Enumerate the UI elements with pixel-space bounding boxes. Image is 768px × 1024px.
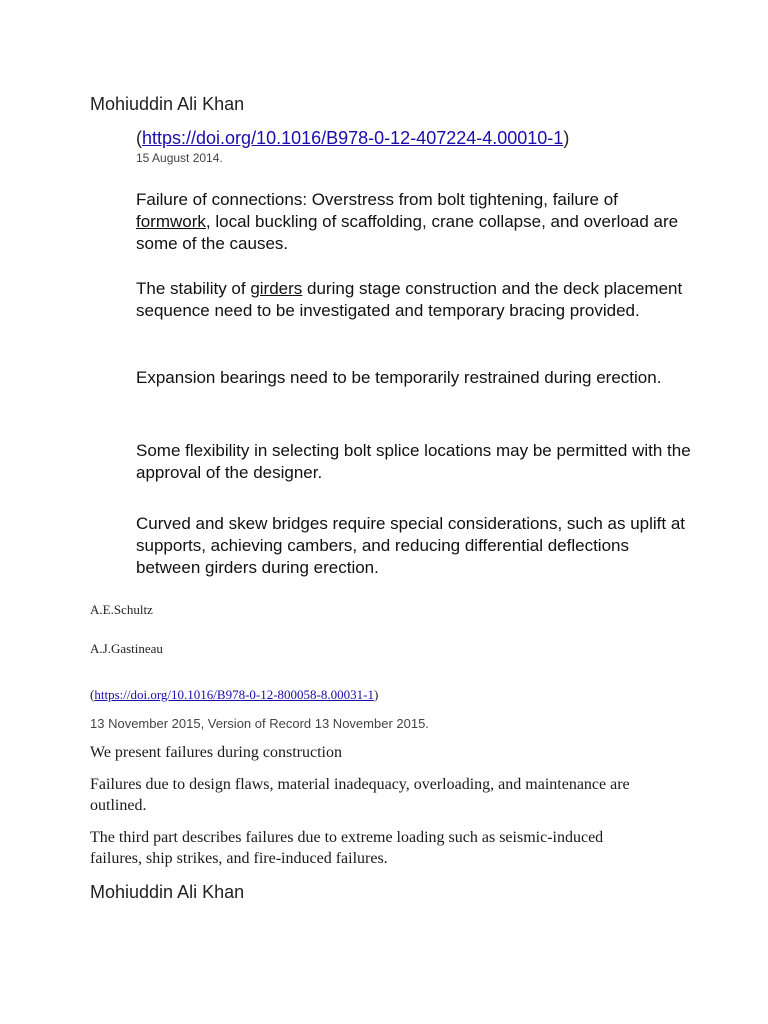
formwork-link[interactable]: formwork: [136, 212, 206, 231]
author-schultz: A.E.Schultz: [90, 602, 153, 617]
paragraph-text: The stability of: [136, 279, 251, 298]
paragraph-extreme-loading: The third part describes failures due to extreme loading such as seismic-induced failures, ship strikes, and fire-induced failures.: [90, 829, 604, 867]
author-name: Mohiuddin Ali Khan: [90, 94, 245, 114]
paragraph-connections: [136, 189, 696, 255]
paragraph-text: during stage construction and the deck placement sequence need to be investigated and temporary bracing provided.: [136, 279, 683, 320]
author-gastineau: A.J.Gastineau: [90, 641, 163, 656]
girders-link[interactable]: girders: [250, 279, 303, 298]
doi-link[interactable]: https://doi.org/10.1016/B978-0-12-407224-4.00010-1: [142, 128, 564, 148]
paragraph-curved-bridges: Curved and skew bridges require special considerations, such as uplift at supports, achieving cambers, and reducing differential deflections between girders during erection.: [136, 514, 686, 577]
paragraph-design-flaws: Failures due to design flaws, material inadequacy, overloading, and maintenance are outlined.: [90, 776, 630, 814]
paragraph-girders: [136, 278, 696, 322]
doi-citation-2: [90, 687, 378, 703]
author-name-2: Mohiuddin Ali Khan: [90, 882, 245, 902]
doi-link-2[interactable]: https://doi.org/10.1016/B978-0-12-800058-8.00031-1: [94, 687, 374, 702]
publication-date: 15 August 2014.: [136, 151, 223, 165]
doi-open-paren: (: [136, 128, 142, 148]
doi-close-paren: ): [373, 687, 379, 702]
doi-open-paren: (: [90, 687, 95, 702]
publication-date-2: 13 November 2015, Version of Record 13 November 2015.: [90, 716, 429, 731]
paragraph-bearings: Expansion bearings need to be temporarily restrained during erection.: [136, 368, 662, 387]
doi-close-paren: ): [563, 128, 570, 148]
paragraph-text: Failure of connections: Overstress from bolt tightening, failure of: [136, 190, 618, 209]
paragraph-splice: Some flexibility in selecting bolt splice locations may be permitted with the approval of the designer.: [136, 441, 691, 482]
doi-citation: [136, 128, 569, 149]
paragraph-present-failures: We present failures during construction: [90, 744, 342, 761]
paragraph-text: , local buckling of scaffolding, crane collapse, and overload are some of the causes.: [136, 212, 679, 253]
